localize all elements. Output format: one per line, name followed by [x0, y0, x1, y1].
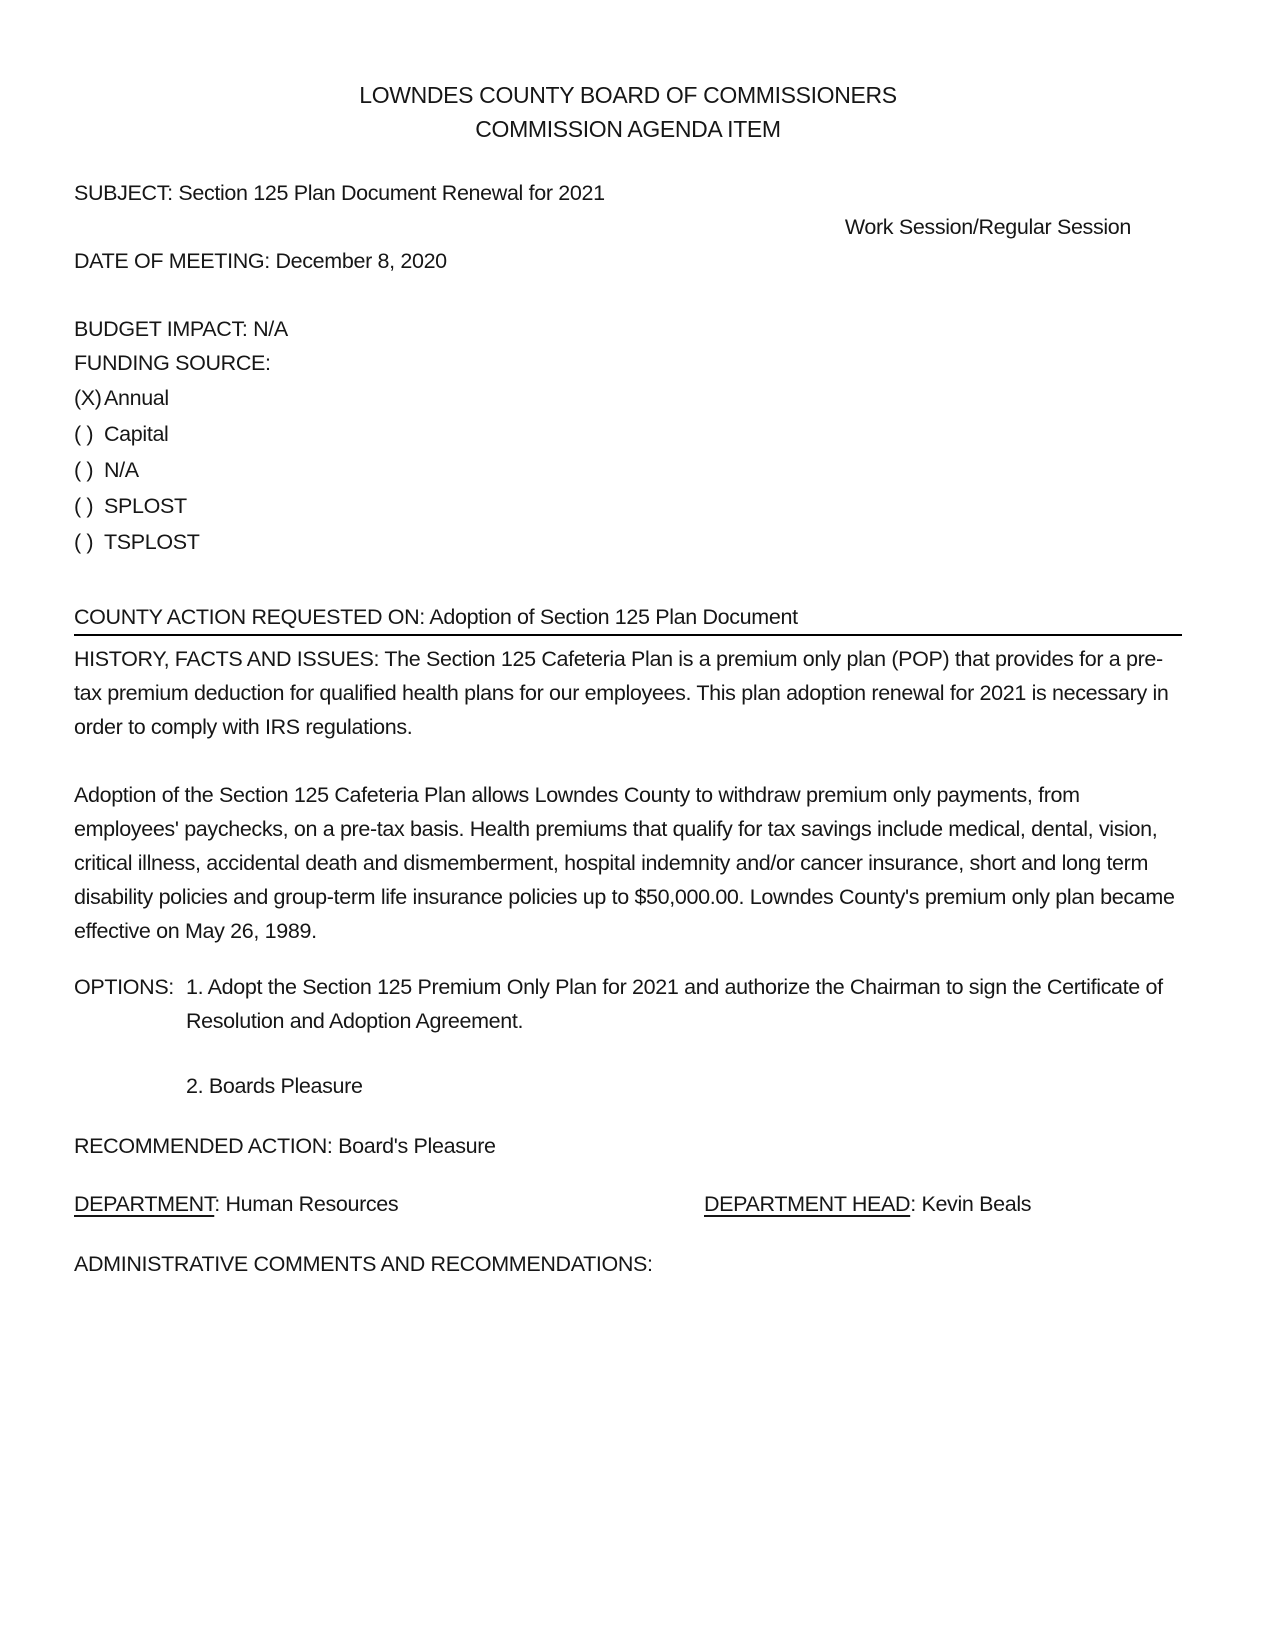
checkbox-mark: ( ) [74, 530, 94, 554]
funding-option-label: TSPLOST [104, 530, 200, 554]
funding-option-capital [74, 416, 1182, 452]
budget-impact-value: N/A [253, 317, 288, 341]
department-colon: : [214, 1192, 220, 1216]
funding-option-tsplost [74, 524, 1182, 560]
department-value: Human Resources [225, 1192, 399, 1216]
meeting-date-line [74, 244, 1182, 278]
county-action-line [74, 600, 1182, 636]
department-head-group [704, 1187, 1031, 1221]
admin-comments-label: ADMINISTRATIVE COMMENTS AND RECOMMENDATIONS: [74, 1252, 653, 1276]
funding-option-label: Annual [104, 386, 169, 410]
org-title: LOWNDES COUNTY BOARD OF COMMISSIONERS [359, 82, 897, 108]
document-title-block [74, 78, 1182, 146]
county-action-value: Adoption of Section 125 Plan Document [429, 605, 798, 629]
checkbox-mark: ( ) [74, 458, 94, 482]
subject-label: SUBJECT: [74, 181, 173, 205]
adoption-paragraph: Adoption of the Section 125 Cafeteria Plan allows Lowndes County to withdraw premium only payments, from employees' paychecks, on a pre-tax basis. Health premiums that qualify for tax savings include medical, dental, vision, critical illness, accidental death and dismemberment, hospital indemnity and/or cancer insurance, short and long term disability policies and group-term life insurance policies up to $50,000.00. Lowndes County's premium only plan became effective on May 26, 1989. [74, 783, 1175, 943]
subject-line [74, 176, 1182, 210]
history-text: The Section 125 Cafeteria Plan is a premium only plan (POP) that provides for a pre-tax premium deduction for qualified health plans for our employees. This plan adoption renewal for 2021 is necessary in order to comply with IRS regulations. [74, 647, 1169, 739]
recommended-action-value: Board's Pleasure [338, 1134, 496, 1158]
funding-option-annual [74, 380, 1182, 416]
department-head-colon: : [910, 1192, 916, 1216]
history-label: HISTORY, FACTS AND ISSUES: [74, 647, 380, 671]
department-row [74, 1187, 1182, 1221]
history-paragraph [74, 642, 1182, 744]
department-head-label: DEPARTMENT HEAD [704, 1192, 911, 1216]
options-block [74, 970, 1182, 1103]
funding-source-list [74, 380, 1182, 560]
county-action-label: COUNTY ACTION REQUESTED ON: [74, 605, 425, 629]
funding-option-label: Capital [104, 422, 169, 446]
option-item-1: 1. Adopt the Section 125 Premium Only Plan for 2021 and authorize the Chairman to sign the Certificate of Resolution and Adoption Agreement. [186, 975, 1163, 1033]
funding-option-splost [74, 488, 1182, 524]
funding-option-na [74, 452, 1182, 488]
options-label: OPTIONS: [74, 975, 174, 999]
doc-type-title: COMMISSION AGENDA ITEM [475, 116, 781, 142]
subject-value: Section 125 Plan Document Renewal for 2021 [178, 181, 605, 205]
recommended-action-label: RECOMMENDED ACTION: [74, 1134, 333, 1158]
department-label: DEPARTMENT [74, 1192, 215, 1216]
meeting-date-value: December 8, 2020 [275, 249, 447, 273]
checkbox-mark: ( ) [74, 422, 94, 446]
department-group [74, 1192, 398, 1216]
session-type: Work Session/Regular Session [844, 215, 1131, 239]
budget-impact-label: BUDGET IMPACT: [74, 317, 248, 341]
checkbox-mark: ( ) [74, 494, 94, 518]
funding-option-label: SPLOST [104, 494, 187, 518]
meeting-date-label: DATE OF MEETING: [74, 249, 270, 273]
funding-source-label: FUNDING SOURCE: [74, 351, 271, 375]
option-item-2: 2. Boards Pleasure [186, 1074, 363, 1098]
checkbox-mark: (X) [74, 386, 102, 410]
options-items [186, 970, 1182, 1103]
budget-impact-line [74, 312, 1182, 346]
funding-option-label: N/A [104, 458, 139, 482]
recommended-action-line [74, 1129, 1182, 1163]
department-head-value: Kevin Beals [921, 1192, 1032, 1216]
